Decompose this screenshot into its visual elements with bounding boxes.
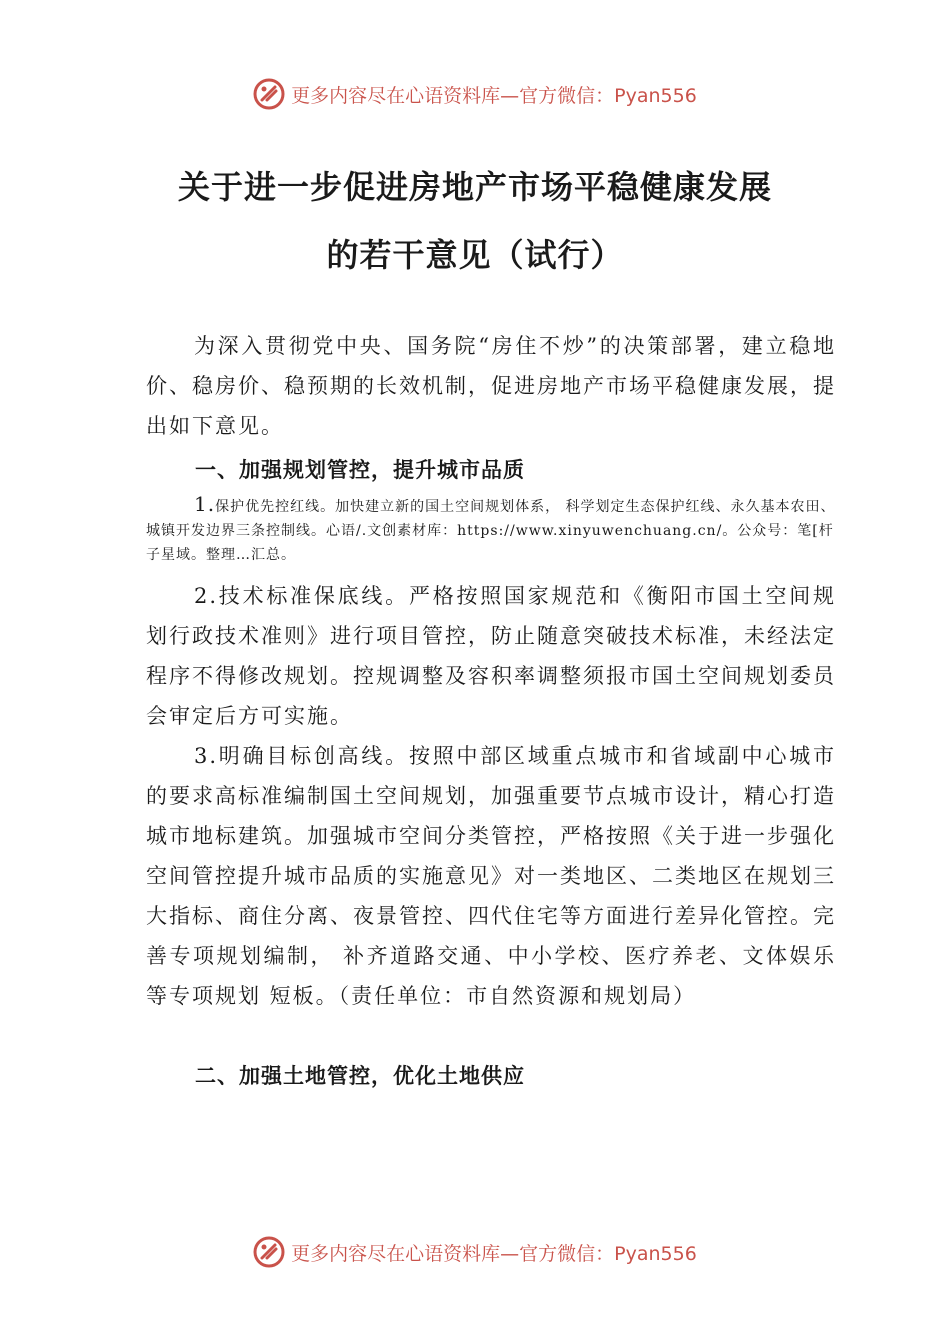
item-1-text: 保护优先控红线。加快建立新的国土空间规划体系， 科学划定生态保护红线、永久基本农田、城镇开发边界三条控制线。心语/.文创素材库：https://www.xinyuwenchuang.cn/。公众号：笔[杆子星域。整理…汇总。 <box>146 499 836 563</box>
page-title-line-1: 关于进一步促进房地产市场平稳健康发展 <box>177 168 772 206</box>
footer-banner <box>0 1232 950 1272</box>
section-1-heading: 一、加强规划管控，提升城市品质 <box>195 458 525 482</box>
intro-paragraph: 为深入贯彻党中央、国务院“房住不炒”的决策部署，建立稳地价、稳房价、稳预期的长效机制，促进房地产市场平稳健康发展，提出如下意见。 <box>146 334 836 438</box>
banner-text: 更多内容尽在心语资料库—官方微信：Pyan556 <box>291 84 697 107</box>
logo-icon <box>253 1236 285 1268</box>
banner-text: 更多内容尽在心语资料库—官方微信：Pyan556 <box>291 1242 697 1265</box>
section-2-heading: 二、加强土地管控，优化土地供应 <box>195 1064 525 1088</box>
header-banner <box>0 74 950 114</box>
item-2-paragraph: 2.技术标准保底线。严格按照国家规范和《衡阳市国土空间规划行政技术准则》进行项目管控，防止随意突破技术标准，未经法定程序不得修改规划。控规调整及容积率调整须报市国土空间规划委员会审定后方可实施。 <box>146 584 836 728</box>
item-1-number: 1. <box>194 492 216 516</box>
item-3-paragraph: 3.明确目标创高线。按照中部区域重点城市和省域副中心城市的要求高标准编制国土空间规划，加强重要节点城市设计，精心打造城市地标建筑。加强城市空间分类管控，严格按照《关于进一步强化空间管控提升城市品质的实施意见》对一类地区、二类地区在规划三大指标、商住分离、夜景管控、四代住宅等方面进行差异化管控。完善专项规划编制， 补齐道路交通、中小学校、医疗养老、文体娱乐等专项规划 短板。（责任单位：市自然资源和规划局） <box>146 744 836 1008</box>
page-title-line-2: 的若干意见（试行） <box>326 236 624 274</box>
item-1-paragraph <box>146 492 836 567</box>
logo-icon <box>253 78 285 110</box>
